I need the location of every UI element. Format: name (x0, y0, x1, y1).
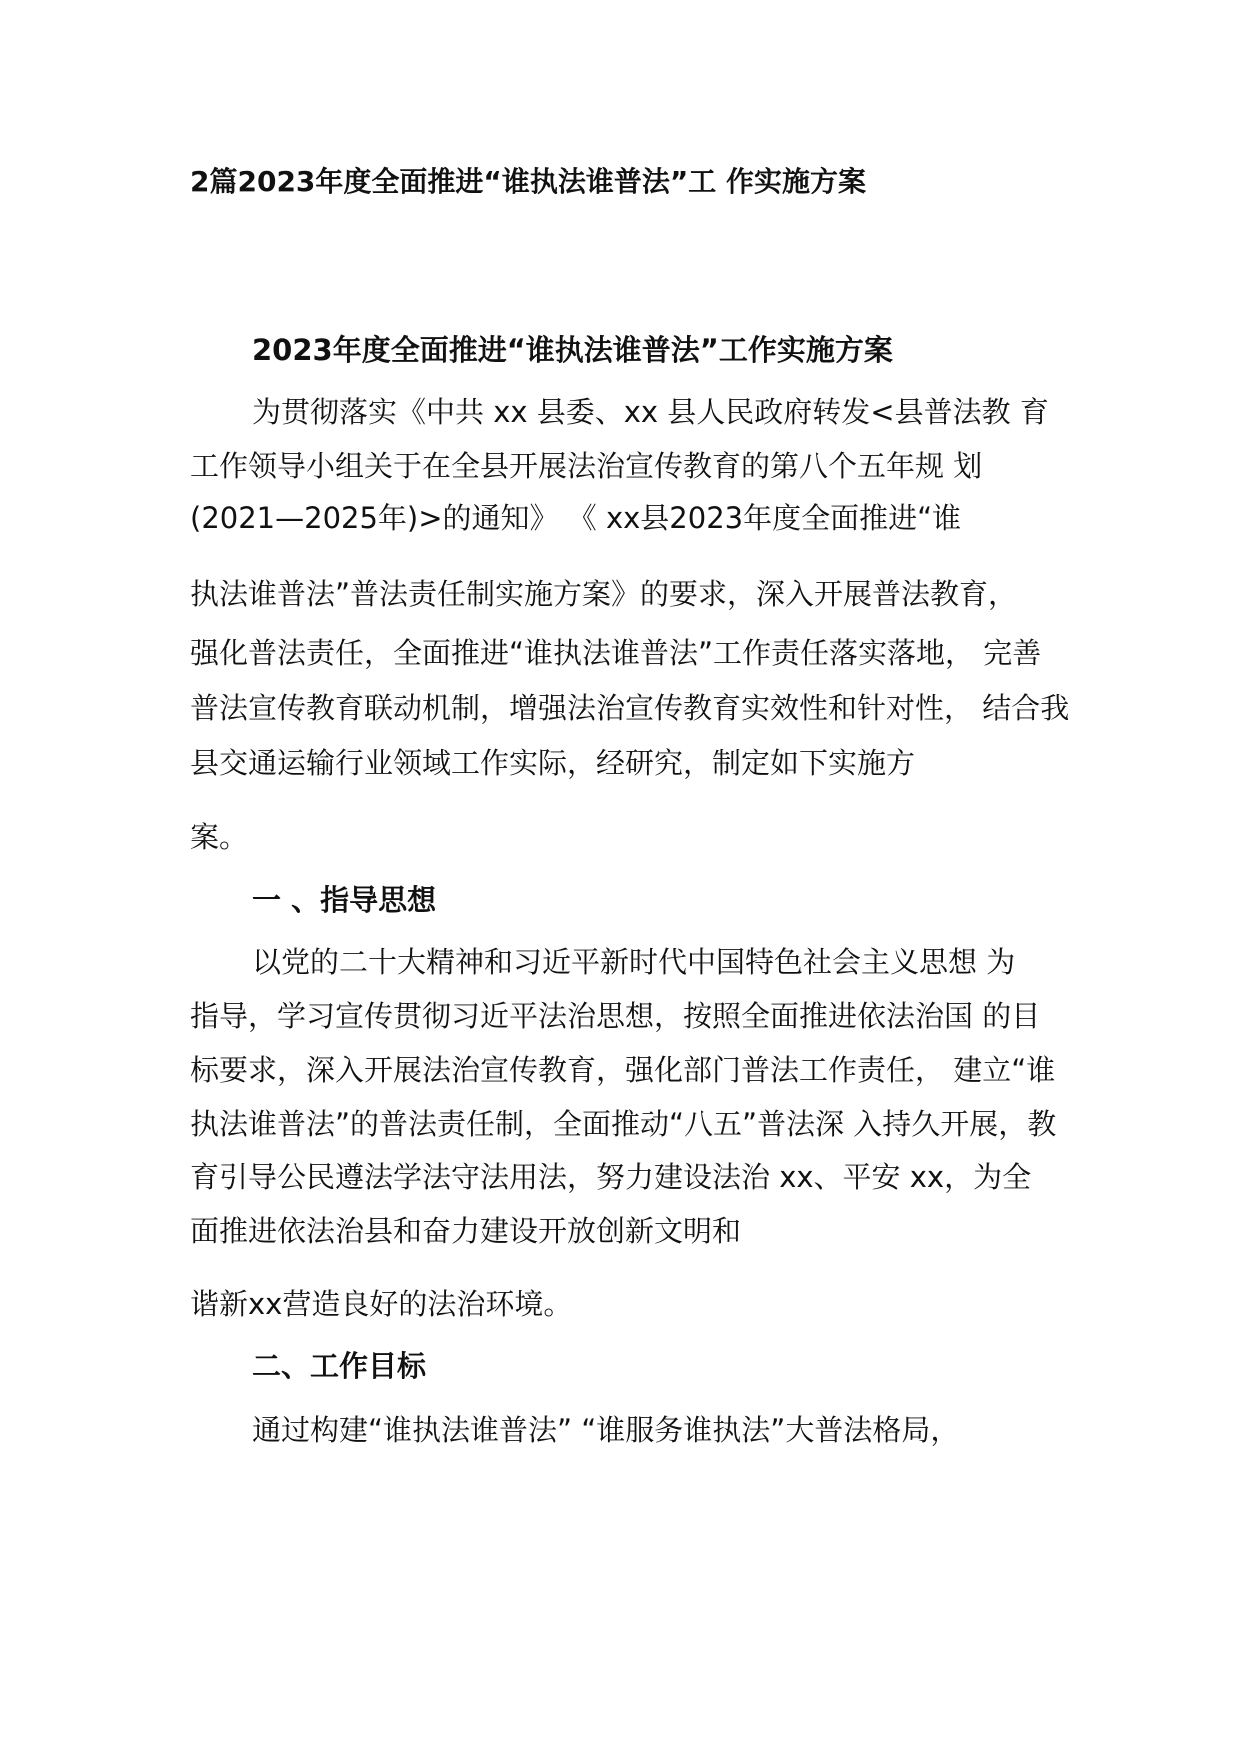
intro-line: (2021—2025年)>的通知》 《 xx县2023年度全面推进“谁 (190, 501, 962, 535)
section1-line: 执法谁普法”的普法责任制，全面推动“八五”普法深 入持久开展，教 (190, 1107, 1057, 1141)
document-top-title: 2篇2023年度全面推进“谁执法谁普法”工 作实施方案 (190, 165, 866, 198)
section-heading-work-goals: 二、工作目标 (252, 1349, 427, 1383)
section1-line: 指导，学习宣传贯彻习近平法治思想，按照全面推进依法治国 的目 (190, 999, 1041, 1033)
section-heading-guiding-ideology: 一 、指导思想 (252, 883, 437, 917)
intro-line: 案。 (190, 820, 249, 854)
section2-line: 通过构建“谁执法谁普法” “谁服务谁执法”大普法格局， (252, 1413, 960, 1447)
section1-line: 面推进依法治县和奋力建设开放创新文明和 (190, 1214, 742, 1248)
section1-line: 谐新xx营造良好的法治环境。 (190, 1287, 573, 1321)
section1-line: 以党的二十大精神和习近平新时代中国特色社会主义思想 为 (252, 945, 1016, 979)
section1-line: 育引导公民遵法学法守法用法，努力建设法治 xx、平安 xx，为全 (190, 1160, 1032, 1194)
intro-line: 执法谁普法”普法责任制实施方案》的要求，深入开展普法教育， (190, 577, 1018, 611)
intro-line: 工作领导小组关于在全县开展法治宣传教育的第八个五年规 划 (190, 449, 983, 483)
intro-line: 为贯彻落实《中共 xx 县委、xx 县人民政府转发<县普法教 育 (252, 395, 1049, 429)
intro-line: 县交通运输行业领域工作实际，经研究，制定如下实施方 (190, 746, 916, 780)
intro-line: 普法宣传教育联动机制，增强法治宣传教育实效性和针对性， 结合我 (190, 691, 1070, 725)
plan-title: 2023年度全面推进“谁执法谁普法”工作实施方案 (252, 333, 893, 367)
intro-line: 强化普法责任，全面推进“谁执法谁普法”工作责任落实落地， 完善 (190, 636, 1042, 670)
section1-line: 标要求，深入开展法治宣传教育，强化部门普法工作责任， 建立“谁 (190, 1053, 1056, 1087)
